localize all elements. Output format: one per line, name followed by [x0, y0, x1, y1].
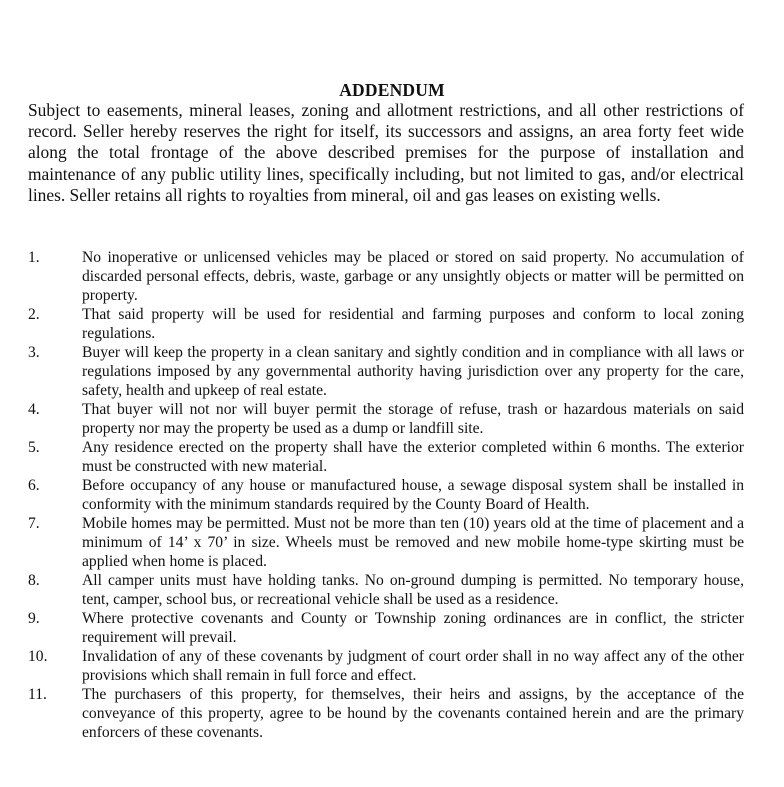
covenant-text: The purchasers of this property, for themselves, their heirs and assigns, by the acceptance of the conveyance of this property, agree to be hound by the covenants contained herein and are the primary enforcers of these covenants. — [82, 686, 744, 741]
covenant-text: Mobile homes may be permitted. Must not be more than ten (10) years old at the time of placement and a minimum of 14’ x 70’ in size. Wheels must be removed and new mobile home-type skirting must be applied when home is placed. — [82, 515, 744, 570]
covenant-text: Any residence erected on the property shall have the exterior completed within 6 months. The exterior must be constructed with new material. — [82, 439, 744, 475]
covenant-number: 5. — [28, 439, 40, 456]
covenant-item — [28, 305, 744, 343]
covenant-item — [28, 438, 744, 476]
covenant-text: Invalidation of any of these covenants by judgment of court order shall in no way affect any of the other provisions which shall remain in full force and effect. — [82, 648, 744, 684]
covenant-item — [28, 476, 744, 514]
covenant-list — [28, 248, 744, 742]
document-title: ADDENDUM — [339, 80, 445, 100]
covenant-number: 6. — [28, 477, 40, 494]
covenant-text: Before occupancy of any house or manufactured house, a sewage disposal system shall be installed in conformity with the minimum standards required by the County Board of Health. — [82, 477, 744, 513]
covenant-item — [28, 514, 744, 571]
covenant-item — [28, 609, 744, 647]
covenant-item — [28, 647, 744, 685]
covenant-item — [28, 400, 744, 438]
covenant-number: 1. — [28, 249, 40, 266]
covenant-item — [28, 685, 744, 742]
covenant-number: 10. — [28, 648, 48, 665]
covenant-number: 11. — [28, 686, 47, 703]
covenant-text: All camper units must have holding tanks. No on-ground dumping is permitted. No temporary house, tent, camper, school bus, or recreational vehicle shall be used as a residence. — [82, 572, 744, 608]
covenant-number: 4. — [28, 401, 40, 418]
covenant-item — [28, 248, 744, 305]
covenant-number: 9. — [28, 610, 40, 627]
covenant-item — [28, 571, 744, 609]
covenant-number: 3. — [28, 344, 40, 361]
covenant-item — [28, 343, 744, 400]
covenant-text: Buyer will keep the property in a clean sanitary and sightly condition and in compliance with all laws or regulations imposed by any governmental authority having jurisdiction over any property for the care, safety, health and upkeep of real estate. — [82, 344, 744, 399]
intro-paragraph: Subject to easements, mineral leases, zoning and allotment restrictions, and all other restrictions of record. Seller hereby reserves the right for itself, its successors and assigns, an area forty feet wide along the total frontage of the above described premises for the purpose of installation and maintenance of any public utility lines, specifically including, but not limited to gas, and/or electrical lines. Seller retains all rights to royalties from mineral, oil and gas leases on existing wells. — [28, 100, 744, 205]
covenant-text: That buyer will not nor will buyer permit the storage of refuse, trash or hazardous materials on said property nor may the property be used as a dump or landfill site. — [82, 401, 744, 437]
covenant-text: No inoperative or unlicensed vehicles may be placed or stored on said property. No accumulation of discarded personal effects, debris, waste, garbage or any unsightly objects or matter will be permitted on property. — [82, 249, 744, 304]
covenant-number: 7. — [28, 515, 40, 532]
covenant-number: 2. — [28, 306, 40, 323]
covenant-number: 8. — [28, 572, 40, 589]
covenant-text: That said property will be used for residential and farming purposes and conform to local zoning regulations. — [82, 306, 744, 342]
covenant-text: Where protective covenants and County or Township zoning ordinances are in conflict, the stricter requirement will prevail. — [82, 610, 744, 646]
